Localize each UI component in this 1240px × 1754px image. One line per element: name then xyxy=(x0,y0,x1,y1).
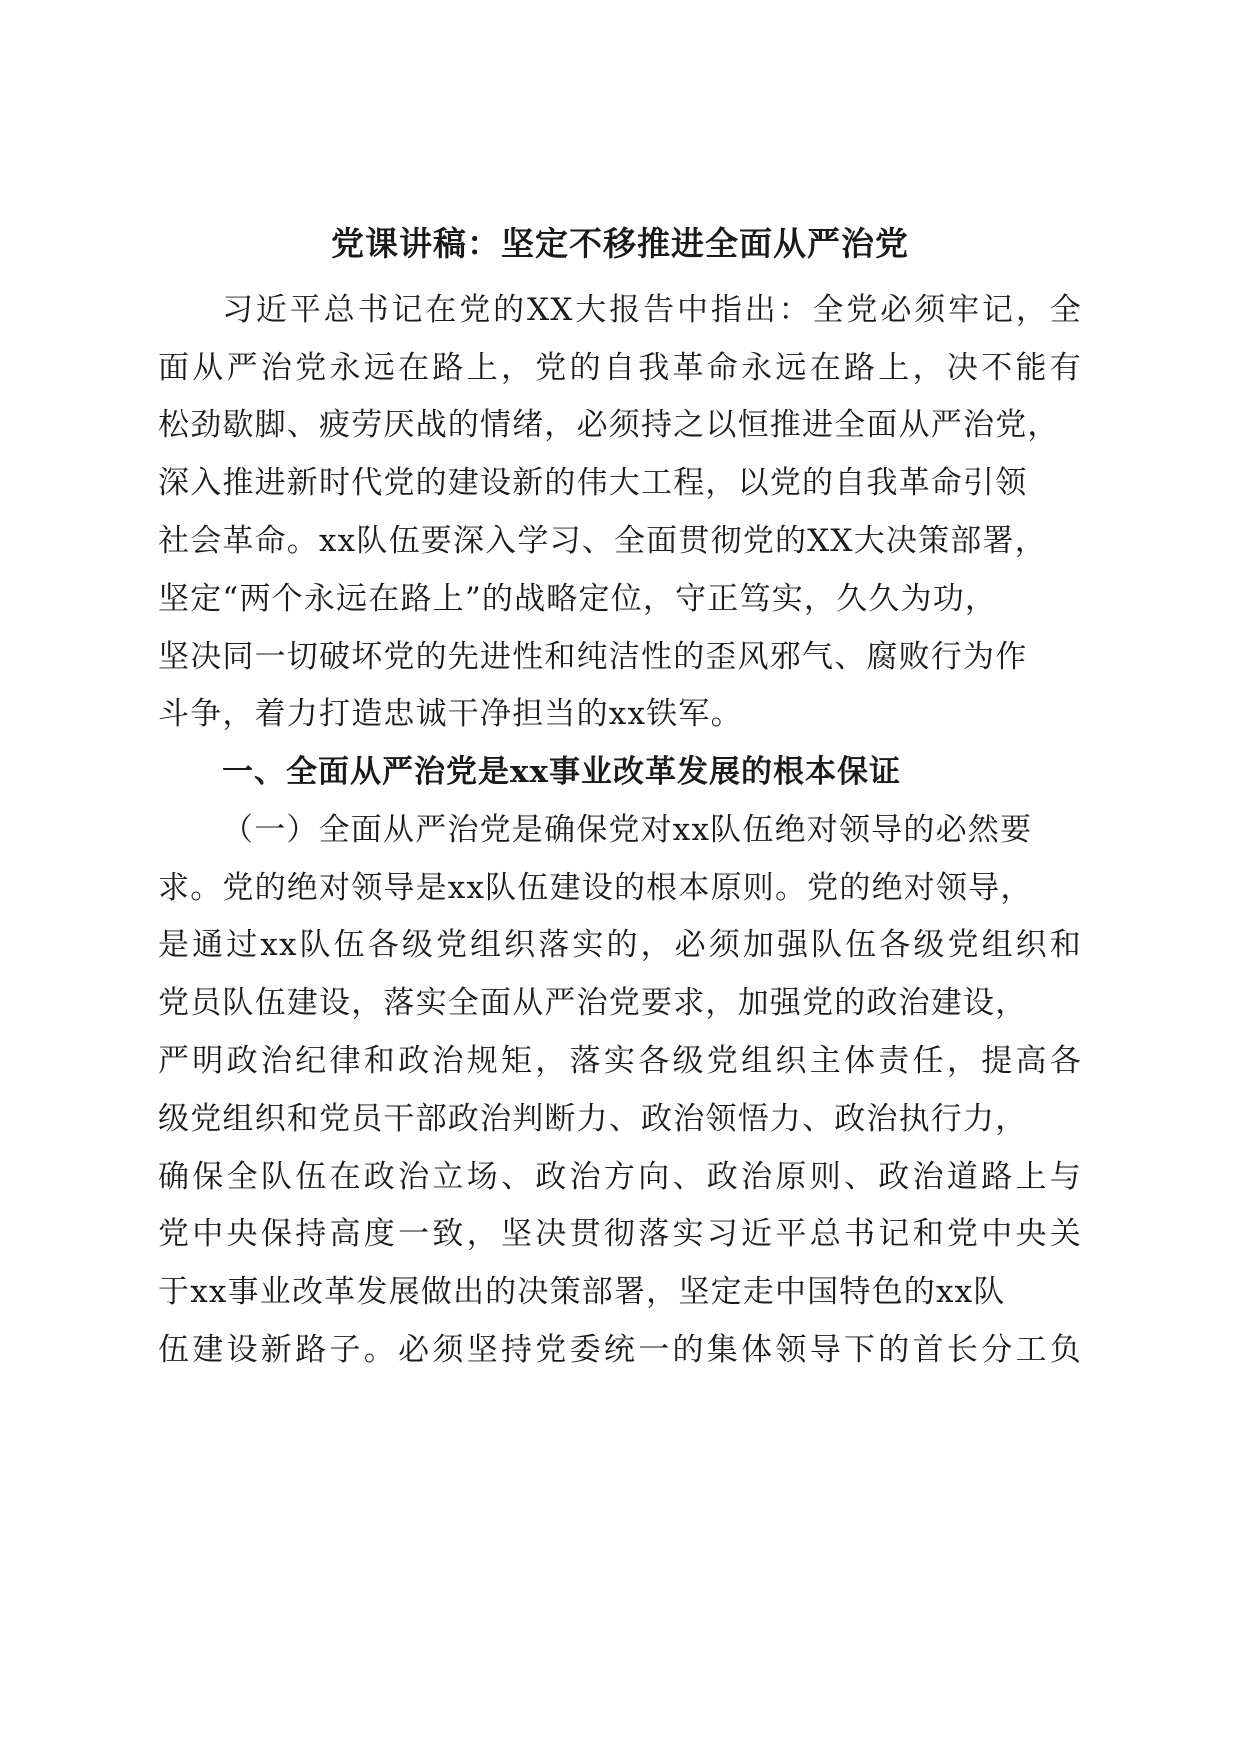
intro-line-8: 斗争，着力打造忠诚干净担当的xx铁军。 xyxy=(158,696,743,732)
section1-line-8: 党中央保持高度一致，坚决贯彻落实习近平总书记和党中央关 xyxy=(158,1216,1082,1252)
intro-line-7: 坚决同一切破坏党的先进性和纯洁性的歪风邪气、腐败行为作 xyxy=(158,639,1028,675)
intro-line-5: 社会革命。xx队伍要深入学习、全面贯彻党的XX大决策部署， xyxy=(158,523,1047,559)
intro-line-2: 面从严治党永远在路上，党的自我革命永远在路上，决不能有 xyxy=(158,350,1082,386)
section1-line-3: 是通过xx队伍各级党组织落实的，必须加强队伍各级党组织和 xyxy=(158,927,1082,963)
intro-line-3: 松劲歇脚、疲劳厌战的情绪，必须持之以恒推进全面从严治党， xyxy=(158,407,1060,443)
section1-line-10: 伍建设新路子。必须坚持党委统一的集体领导下的首长分工负 xyxy=(158,1332,1082,1368)
section1-line-6: 级党组织和党员干部政治判断力、政治领悟力、政治执行力， xyxy=(158,1101,1028,1137)
section1-line-7: 确保全队伍在政治立场、政治方向、政治原则、政治道路上与 xyxy=(158,1159,1082,1195)
section1-line-1: （一）全面从严治党是确保党对xx队伍绝对领导的必然要 xyxy=(222,812,1033,848)
section1-line-9: 于xx事业改革发展做出的决策部署，坚定走中国特色的xx队 xyxy=(158,1274,1006,1310)
intro-line-1: 习近平总书记在党的XX大报告中指出：全党必须牢记，全 xyxy=(222,292,1082,328)
section1-line-4: 党员队伍建设，落实全面从严治党要求，加强党的政治建设， xyxy=(158,985,1028,1021)
intro-line-6: 坚定“两个永远在路上”的战略定位，守正笃实，久久为功， xyxy=(158,581,998,617)
section1-line-5: 严明政治纪律和政治规矩，落实各级党组织主体责任，提高各 xyxy=(158,1043,1082,1079)
document-title: 党课讲稿：坚定不移推进全面从严治党 xyxy=(331,224,909,263)
section1-line-2: 求。党的绝对领导是xx队伍建设的根本原则。党的绝对领导， xyxy=(158,870,1033,906)
section-heading: 一、全面从严治党是xx事业改革发展的根本保证 xyxy=(222,754,901,790)
intro-line-4: 深入推进新时代党的建设新的伟大工程，以党的自我革命引领 xyxy=(158,465,1028,501)
